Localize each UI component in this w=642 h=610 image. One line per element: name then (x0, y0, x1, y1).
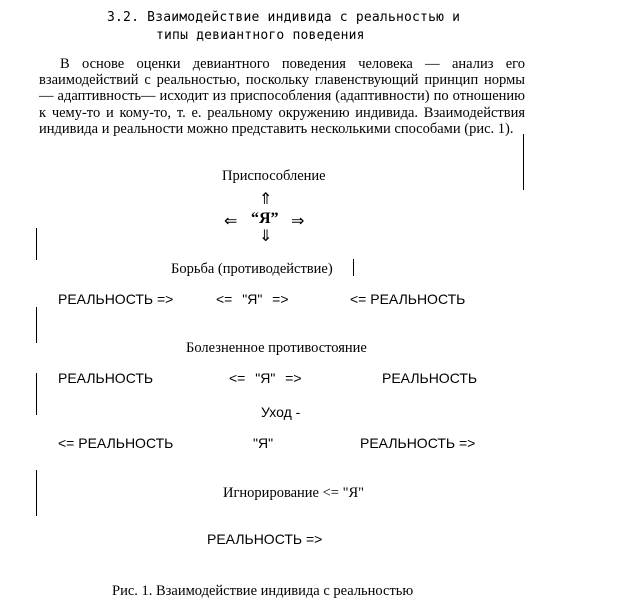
section-number: 3.2. (107, 10, 140, 25)
painful-label: Болезненное противостояние (186, 340, 367, 356)
text-cursor (353, 259, 354, 276)
margin-bar (36, 307, 37, 343)
section-title-line2: типы девиантного поведения (156, 28, 365, 43)
section-title-line1: Взаимодействие индивида с реальностью и (147, 10, 461, 25)
arrow-right-icon: ⇒ (291, 213, 305, 230)
struggle-label: Борьба (противодействие) (171, 261, 333, 277)
margin-bar (36, 470, 37, 516)
arrow-down-icon: ⇓ (259, 228, 273, 245)
withdrawal-self: "Я" (253, 435, 274, 451)
body-paragraph (39, 56, 525, 137)
paragraph-text: В основе оценки девиантного поведения человека — анализ его взаимодействий с реальностью, поскольку главенствующий принцип нормы — адаптивность— исходит из приспособления (адаптивности) по отношению к чему-то и кому-то, т. е. реальному окружению индивида. Взаимодействия индивида и реальности можно представить несколькими способами (рис. 1). (39, 56, 525, 137)
painful-reality-right: РЕАЛЬНОСТЬ (382, 370, 478, 386)
margin-bar (36, 228, 37, 260)
figure-caption: Рис. 1. Взаимодействие индивида с реальностью (112, 583, 414, 599)
struggle-reality-left: РЕАЛЬНОСТЬ => (58, 291, 174, 307)
painful-self: <= "Я" => (229, 370, 302, 386)
struggle-self: <= "Я" => (216, 291, 289, 307)
ignoring-reality: РЕАЛЬНОСТЬ => (207, 531, 323, 547)
struggle-reality-right: <= РЕАЛЬНОСТЬ (350, 291, 466, 307)
adaptation-label: Приспособление (222, 168, 326, 184)
withdrawal-reality-left: <= РЕАЛЬНОСТЬ (58, 435, 174, 451)
withdrawal-label: Уход - (261, 404, 301, 420)
arrow-left-icon: ⇐ (224, 213, 238, 230)
arrow-up-icon: ⇑ (259, 191, 273, 208)
margin-bar (523, 134, 524, 190)
ignoring-label: Игнорирование <= "Я" (223, 485, 365, 501)
section-heading-line1 (107, 10, 460, 25)
painful-reality-left: РЕАЛЬНОСТЬ (58, 370, 154, 386)
margin-bar (36, 373, 37, 415)
withdrawal-reality-right: РЕАЛЬНОСТЬ => (360, 435, 476, 451)
self-label: “Я” (251, 210, 279, 227)
